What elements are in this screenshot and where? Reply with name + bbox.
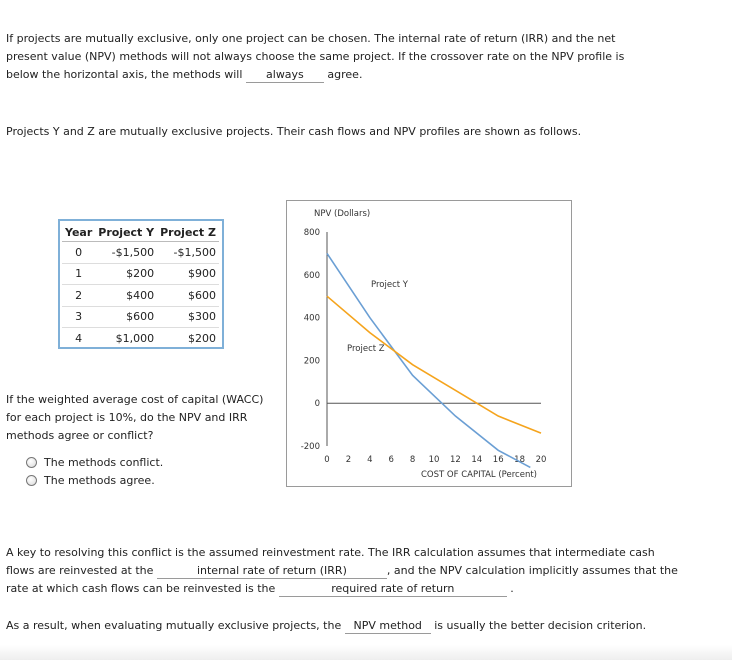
option-methods-conflict[interactable]: [26, 456, 163, 469]
year-cell: 2: [62, 285, 95, 307]
intro-text-after: agree.: [327, 68, 363, 81]
crossover-agree-dropdown[interactable]: always: [246, 67, 324, 83]
decision-criterion-dropdown[interactable]: NPV method: [345, 618, 431, 634]
project-y-cell: $400: [95, 285, 157, 307]
chart-frame: [287, 201, 572, 487]
intro-text: If projects are mutually exclusive, only one project can be chosen. The internal rate of return (IRR) and the net present value (NPV) methods will not always choose the same project. If the crossover rate on the NPV profile is below the horizontal axis, the methods will: [6, 32, 625, 81]
project-z-cell: -$1,500: [157, 242, 219, 264]
project-y-cell: $1,000: [95, 328, 157, 349]
y-tick-label: -200: [300, 442, 320, 452]
header-project-z: Project Z: [157, 223, 219, 242]
x-tick-label: 20: [535, 455, 547, 465]
x-tick-label: 6: [388, 455, 394, 465]
label-project-z: Project Z: [347, 344, 385, 354]
project-y-cell: $600: [95, 306, 157, 328]
radio-button[interactable]: [26, 457, 37, 468]
y-tick-label: 0: [314, 399, 320, 410]
year-cell: 3: [62, 306, 95, 328]
final-paragraph: [6, 617, 646, 635]
y-tick-label: 200: [303, 356, 320, 367]
label-project-y: Project Y: [371, 280, 408, 290]
conclusion-text-1: A key to resolving this conflict is the assumed reinvestment rate. The IRR calculation assumes that intermediate cash flows are reinvested at the: [6, 546, 655, 577]
reinvestment-paragraph: [6, 544, 686, 598]
table-row: [62, 306, 219, 328]
option-methods-agree[interactable]: [26, 474, 155, 487]
table-row: [62, 285, 219, 307]
table-row: [62, 328, 219, 349]
npv-reinvestment-dropdown[interactable]: required rate of return: [279, 581, 507, 597]
y-tick-label: 800: [303, 228, 320, 238]
conclusion-text-2: , and the NPV calculation implicitly assumes that the rate at which cash flows can be reinvested is the: [6, 564, 678, 595]
header-year: Year: [62, 223, 95, 242]
y-tick-label: 400: [303, 313, 320, 324]
x-axis-label: COST OF CAPITAL (Percent): [421, 470, 537, 480]
project-y-cell: $200: [95, 263, 157, 285]
intro-paragraph: [6, 30, 636, 84]
project-z-cell: $200: [157, 328, 219, 349]
table-row: [62, 263, 219, 285]
x-tick-label: 2: [345, 455, 352, 465]
chart-title: NPV (Dollars): [314, 209, 371, 219]
cash-flow-table: [58, 219, 224, 349]
option-label: The methods conflict.: [44, 456, 164, 469]
header-project-y: Project Y: [95, 223, 157, 242]
page-bottom-fade: [0, 645, 732, 660]
npv-profile-chart: [286, 200, 572, 487]
x-tick-label: 16: [492, 455, 504, 465]
x-tick-label: 10: [428, 455, 440, 465]
project-z-cell: $300: [157, 306, 219, 328]
x-tick-label: 12: [449, 455, 461, 465]
project-y-cell: -$1,500: [95, 242, 157, 264]
year-cell: 0: [62, 242, 95, 264]
irr-reinvestment-dropdown[interactable]: internal rate of return (IRR): [157, 563, 387, 579]
year-cell: 4: [62, 328, 95, 349]
x-tick-label: 8: [409, 455, 416, 465]
y-tick-label: 600: [303, 270, 320, 281]
x-tick-label: 4: [367, 455, 373, 465]
final-text-before: As a result, when evaluating mutually exclusive projects, the: [6, 619, 342, 632]
radio-button[interactable]: [26, 475, 37, 486]
project-z-cell: $600: [157, 285, 219, 307]
x-tick-label: 14: [471, 455, 483, 465]
x-tick-label: 18: [514, 455, 526, 465]
year-cell: 1: [62, 263, 95, 285]
final-text-after: is usually the better decision criterion.: [434, 619, 647, 632]
x-tick-label: 0: [324, 455, 330, 465]
option-label: The methods agree.: [44, 474, 155, 487]
table-row: [62, 242, 219, 264]
project-z-cell: $900: [157, 263, 219, 285]
projects-intro: Projects Y and Z are mutually exclusive projects. Their cash flows and NPV profiles are shown as follows.: [6, 125, 582, 138]
wacc-question: If the weighted average cost of capital (WACC) for each project is 10%, do the NPV and IRR methods agree or conflict?: [6, 393, 264, 442]
conclusion-text-3: .: [510, 582, 514, 595]
